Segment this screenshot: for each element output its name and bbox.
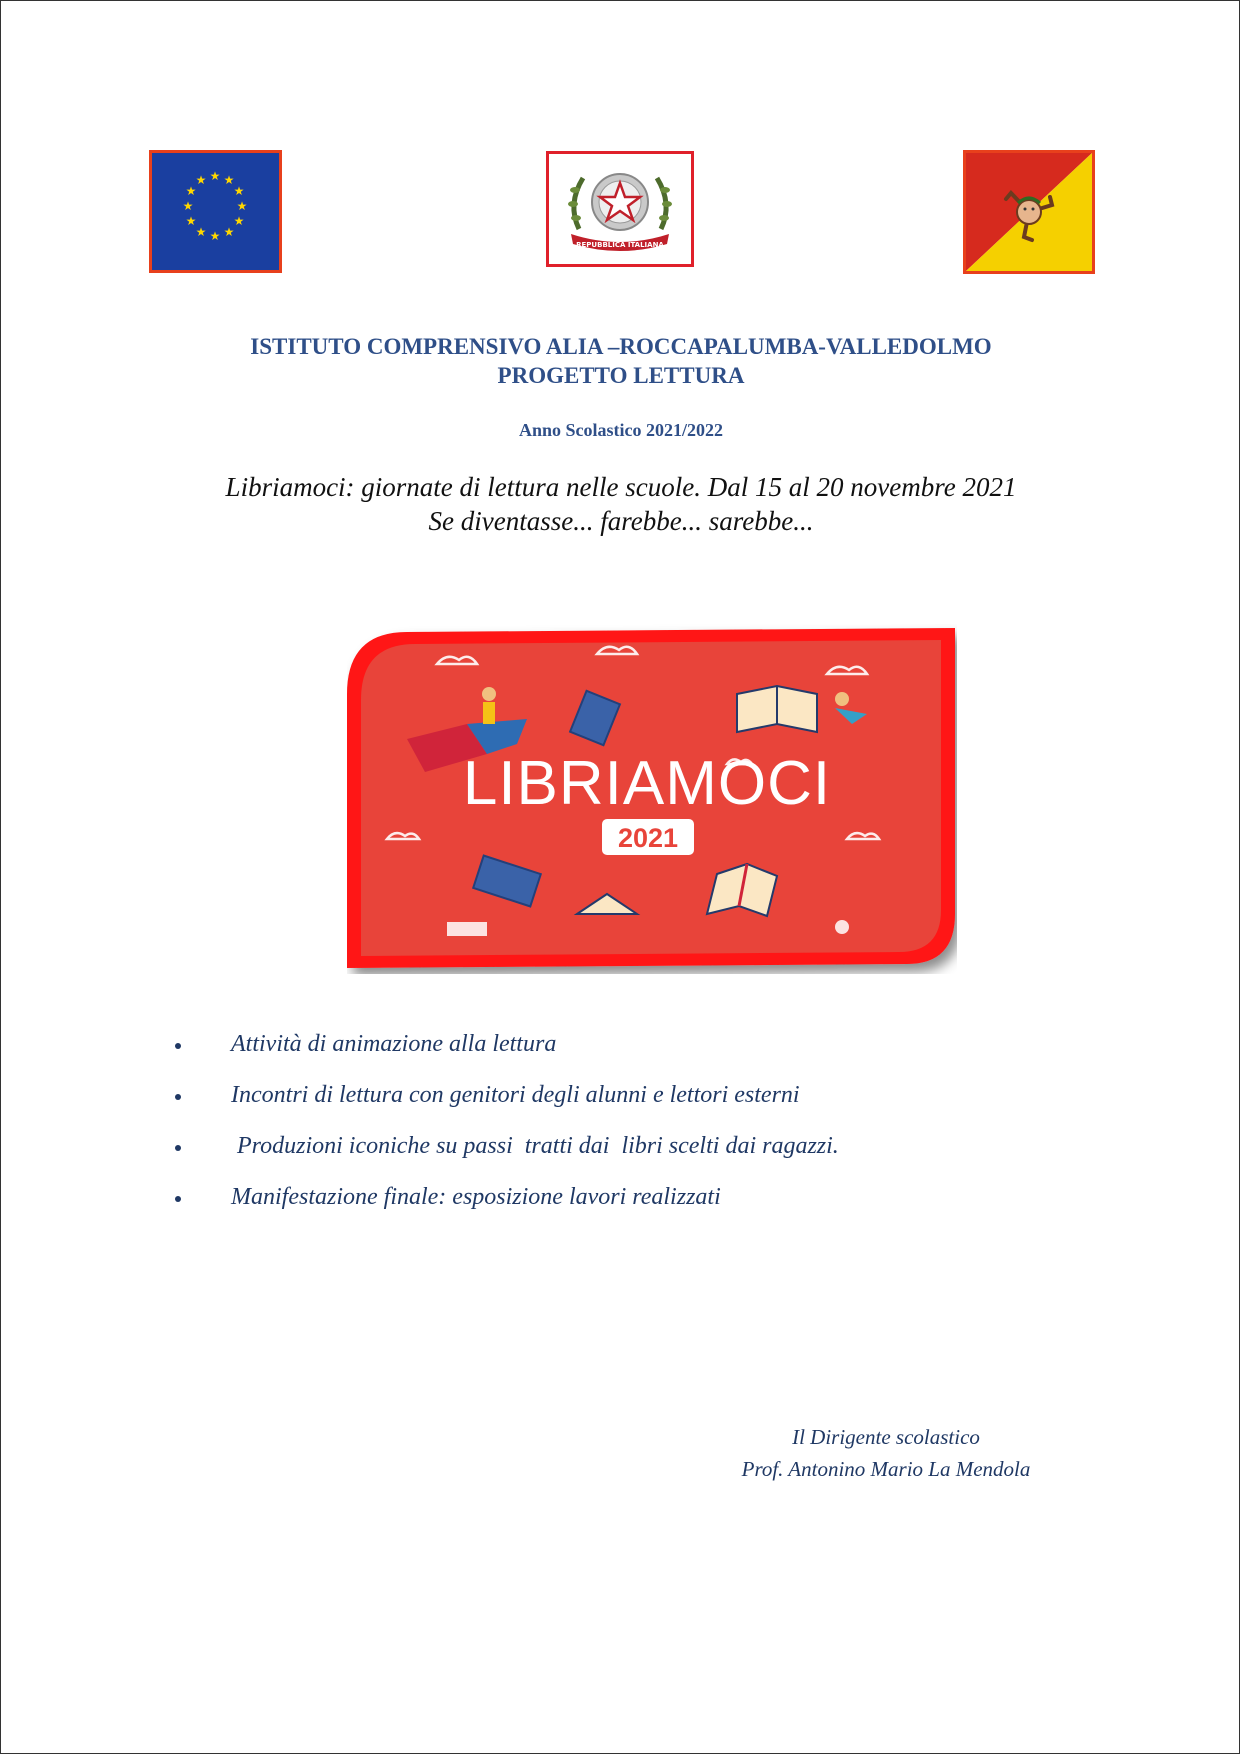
- svg-text:★: ★: [233, 184, 245, 198]
- svg-text:★: ★: [223, 225, 235, 239]
- svg-text:★: ★: [185, 214, 197, 228]
- event-title: Libriamoci: giornate di lettura nelle scuole. Dal 15 al 20 novembre 2021: [225, 472, 1017, 502]
- svg-text:★: ★: [182, 199, 194, 213]
- svg-text:★: ★: [236, 199, 248, 213]
- activity-text: Attività di animazione alla lettura: [231, 1031, 557, 1057]
- sicily-flag-icon: [963, 150, 1095, 274]
- svg-text:★: ★: [233, 214, 245, 228]
- emblem-ribbon-text: REPUBBLICA ITALIANA: [576, 241, 664, 249]
- list-item: [171, 1082, 1131, 1133]
- school-year: Anno Scolastico 2021/2022: [518, 420, 723, 440]
- svg-text:★: ★: [209, 169, 221, 183]
- list-item: [171, 1184, 1131, 1235]
- eu-flag-icon: [149, 150, 282, 273]
- signature-role: Il Dirigente scolastico: [792, 1425, 980, 1449]
- bullet-icon: [175, 1196, 181, 1202]
- svg-text:★: ★: [223, 173, 235, 187]
- project-heading: PROGETTO LETTURA: [497, 363, 745, 388]
- italian-emblem-icon: [546, 151, 694, 267]
- activity-text: Produzioni iconiche su passi tratti dai libri scelti dai ragazzi.: [231, 1133, 839, 1159]
- bullet-icon: [175, 1094, 181, 1100]
- svg-text:★: ★: [185, 184, 197, 198]
- libriamoci-poster-image: [347, 624, 957, 974]
- activity-text: Manifestazione finale: esposizione lavori realizzati: [231, 1184, 721, 1210]
- bullet-icon: [175, 1043, 181, 1049]
- bullet-icon: [175, 1145, 181, 1151]
- event-subtitle: Se diventasse... farebbe... sarebbe...: [428, 506, 814, 536]
- poster-title: LIBRIAMOCI: [462, 749, 832, 818]
- svg-text:★: ★: [195, 225, 207, 239]
- signature-name: Prof. Antonino Mario La Mendola: [741, 1457, 1031, 1481]
- list-item: [171, 1133, 1131, 1184]
- list-item: [171, 1031, 1131, 1082]
- activities-list: [171, 1031, 1131, 1235]
- poster-year: 2021: [617, 823, 679, 853]
- svg-text:★: ★: [195, 173, 207, 187]
- svg-text:★: ★: [209, 229, 221, 243]
- activity-text: Incontri di lettura con genitori degli alunni e lettori esterni: [231, 1082, 800, 1108]
- school-name-heading: ISTITUTO COMPRENSIVO ALIA –ROCCAPALUMBA-VALLEDOLMO: [250, 334, 992, 359]
